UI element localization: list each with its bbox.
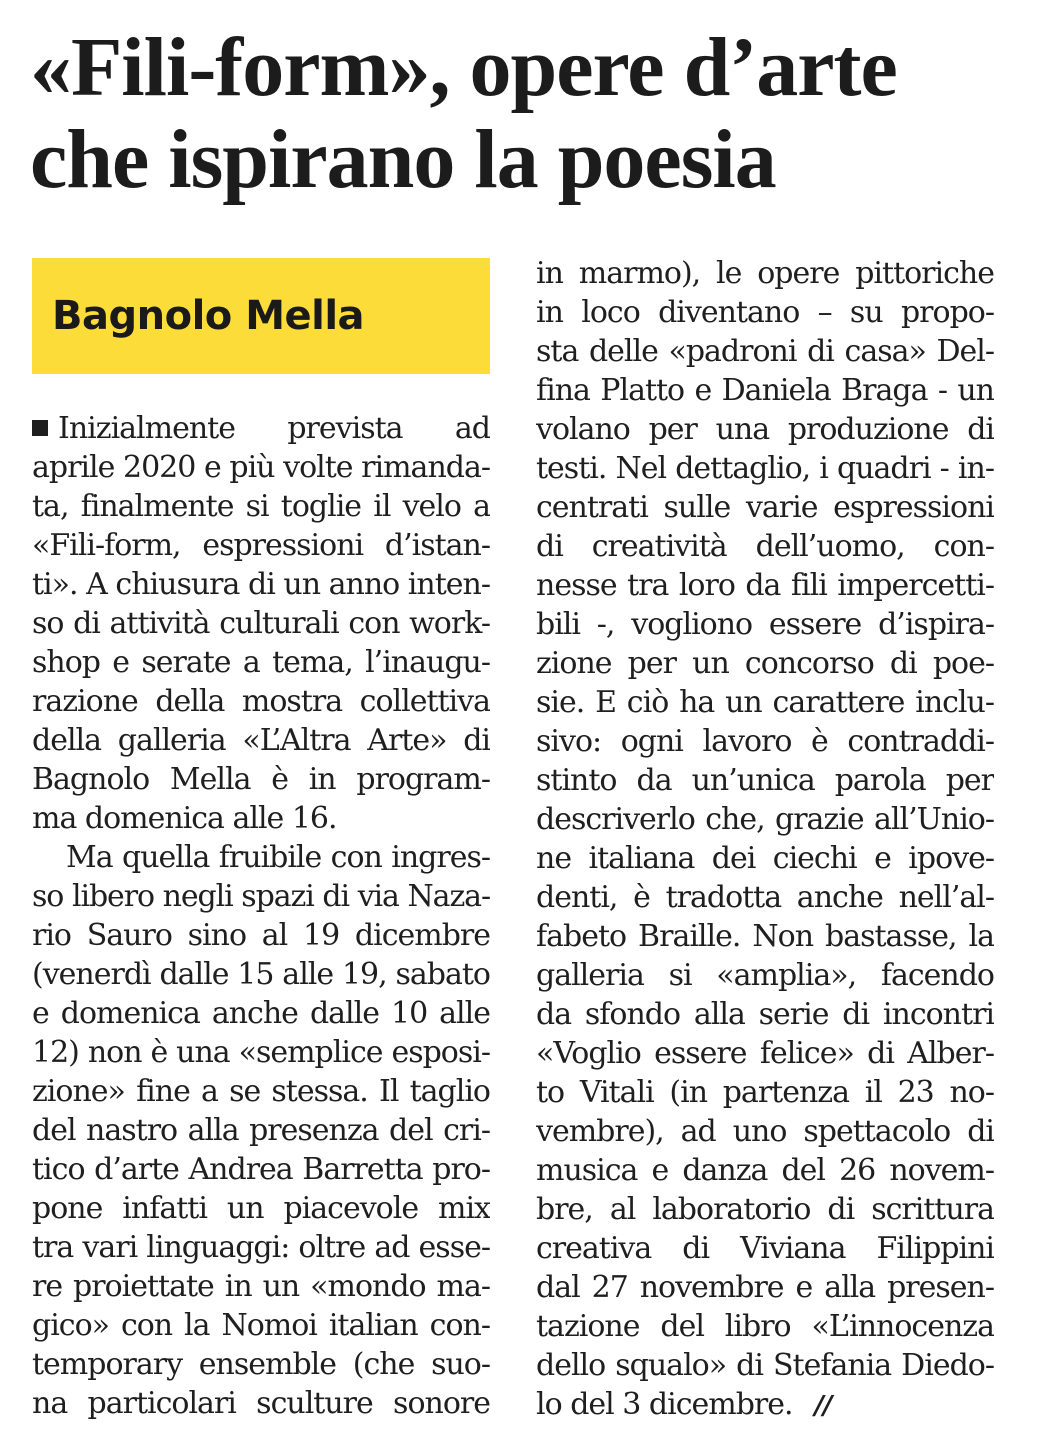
text-line: «Voglio essere felice» di Alber- — [536, 1036, 994, 1071]
text-line: da sfondo alla serie di incontri — [536, 997, 994, 1032]
text-line: temporary ensemble (che suo- — [32, 1347, 490, 1382]
text-line: galleria si «amplia», facendo — [536, 958, 994, 993]
text-line: del nastro alla presenza del cri- — [32, 1113, 490, 1148]
text-line: fabeto Braille. Non bastasse, la — [536, 919, 994, 954]
text-line: descriverlo che, grazie all’Unio- — [536, 802, 994, 837]
text-line: Ma quella fruibile con ingres- — [66, 840, 490, 875]
text-line: musica e danza del 26 novem- — [536, 1153, 994, 1188]
text-line: to Vitali (in partenza il 23 no- — [536, 1075, 994, 1110]
text-line-content: Inizialmente prevista ad — [58, 411, 490, 446]
text-line-content: lo del 3 dicembre. — [536, 1387, 793, 1422]
text-line: vembre), ad uno spettacolo di — [536, 1114, 994, 1149]
text-line: e domenica anche dalle 10 alle — [32, 996, 490, 1031]
text-line: ti». A chiusura di un anno inten- — [32, 567, 490, 602]
text-line: razione della mostra collettiva — [32, 684, 490, 719]
end-of-article-mark: // — [814, 1391, 832, 1421]
location-kicker — [32, 258, 490, 374]
text-line: so di attività culturali con work- — [32, 606, 490, 641]
text-line — [536, 1385, 994, 1424]
text-line: tico d’arte Andrea Barretta pro- — [32, 1152, 490, 1187]
text-line: zione» fine a se stessa. Il taglio — [32, 1074, 490, 1109]
article-column-1 — [32, 409, 490, 1423]
text-line: nesse tra loro da fili impercetti- — [536, 568, 994, 603]
text-line: volano per una produzione di — [536, 412, 994, 447]
text-line: in loco diventano – su propo- — [536, 295, 994, 330]
text-line: di creatività dell’uomo, con- — [536, 529, 994, 564]
text-line: sie. E ciò ha un carattere inclu- — [536, 685, 994, 720]
text-line: creativa di Viviana Filippini — [536, 1231, 994, 1266]
text-line: na particolari sculture sonore — [32, 1386, 490, 1421]
text-line: so libero negli spazi di via Naza- — [32, 879, 490, 914]
text-line: shop e serate a tema, l’inaugu- — [32, 645, 490, 680]
text-line: sivo: ogni lavoro è contraddi- — [536, 724, 994, 759]
text-line: ta, finalmente si toglie il velo a — [32, 489, 490, 524]
text-line: dal 27 novembre e alla presen- — [536, 1270, 994, 1305]
text-line: pone infatti un piacevole mix — [32, 1191, 490, 1226]
text-line: gico» con la Nomoi italian con- — [32, 1308, 490, 1343]
text-line: bili -, vogliono essere d’ispira- — [536, 607, 994, 642]
text-line: ne italiana dei ciechi e ipove- — [536, 841, 994, 876]
text-line: denti, è tradotta anche nell’al- — [536, 880, 994, 915]
text-line: ma domenica alle 16. — [32, 801, 337, 836]
headline-line: «Fili-form», opere d’arte — [30, 21, 897, 114]
text-line: Bagnolo Mella è in program- — [32, 762, 490, 797]
text-line — [32, 409, 490, 448]
text-line: testi. Nel dettaglio, i quadri - in- — [536, 451, 994, 486]
text-line: della galleria «L’Altra Arte» di — [32, 723, 490, 758]
text-line: stinto da un’unica parola per — [536, 763, 994, 798]
text-line: 12) non è una «semplice esposi- — [32, 1035, 490, 1070]
text-line: zione per un concorso di poe- — [536, 646, 994, 681]
location-label: Bagnolo Mella — [52, 293, 365, 339]
text-line: bre, al laboratorio di scrittura — [536, 1192, 994, 1227]
headline — [30, 22, 1020, 206]
article-column-2 — [536, 254, 994, 1424]
paragraph-marker-icon — [32, 420, 48, 436]
headline-line: che ispirano la poesia — [30, 113, 776, 206]
text-line: aprile 2020 e più volte rimanda- — [32, 450, 490, 485]
text-line: «Fili-form, espressioni d’istan- — [32, 528, 490, 563]
text-line: fina Platto e Daniela Braga - un — [536, 373, 994, 408]
text-line: centrati sulle varie espressioni — [536, 490, 994, 525]
text-line: (venerdì dalle 15 alle 19, sabato — [32, 957, 490, 992]
text-line: rio Sauro sino al 19 dicembre — [32, 918, 490, 953]
text-line: tra vari linguaggi: oltre ad esse- — [32, 1230, 490, 1265]
text-line: sta delle «padroni di casa» Del- — [536, 334, 994, 369]
text-line: re proiettate in un «mondo ma- — [32, 1269, 490, 1304]
text-line: dello squalo» di Stefania Diedo- — [536, 1348, 994, 1383]
text-line: tazione del libro «L’innocenza — [536, 1309, 994, 1344]
text-line: in marmo), le opere pittoriche — [536, 256, 994, 291]
